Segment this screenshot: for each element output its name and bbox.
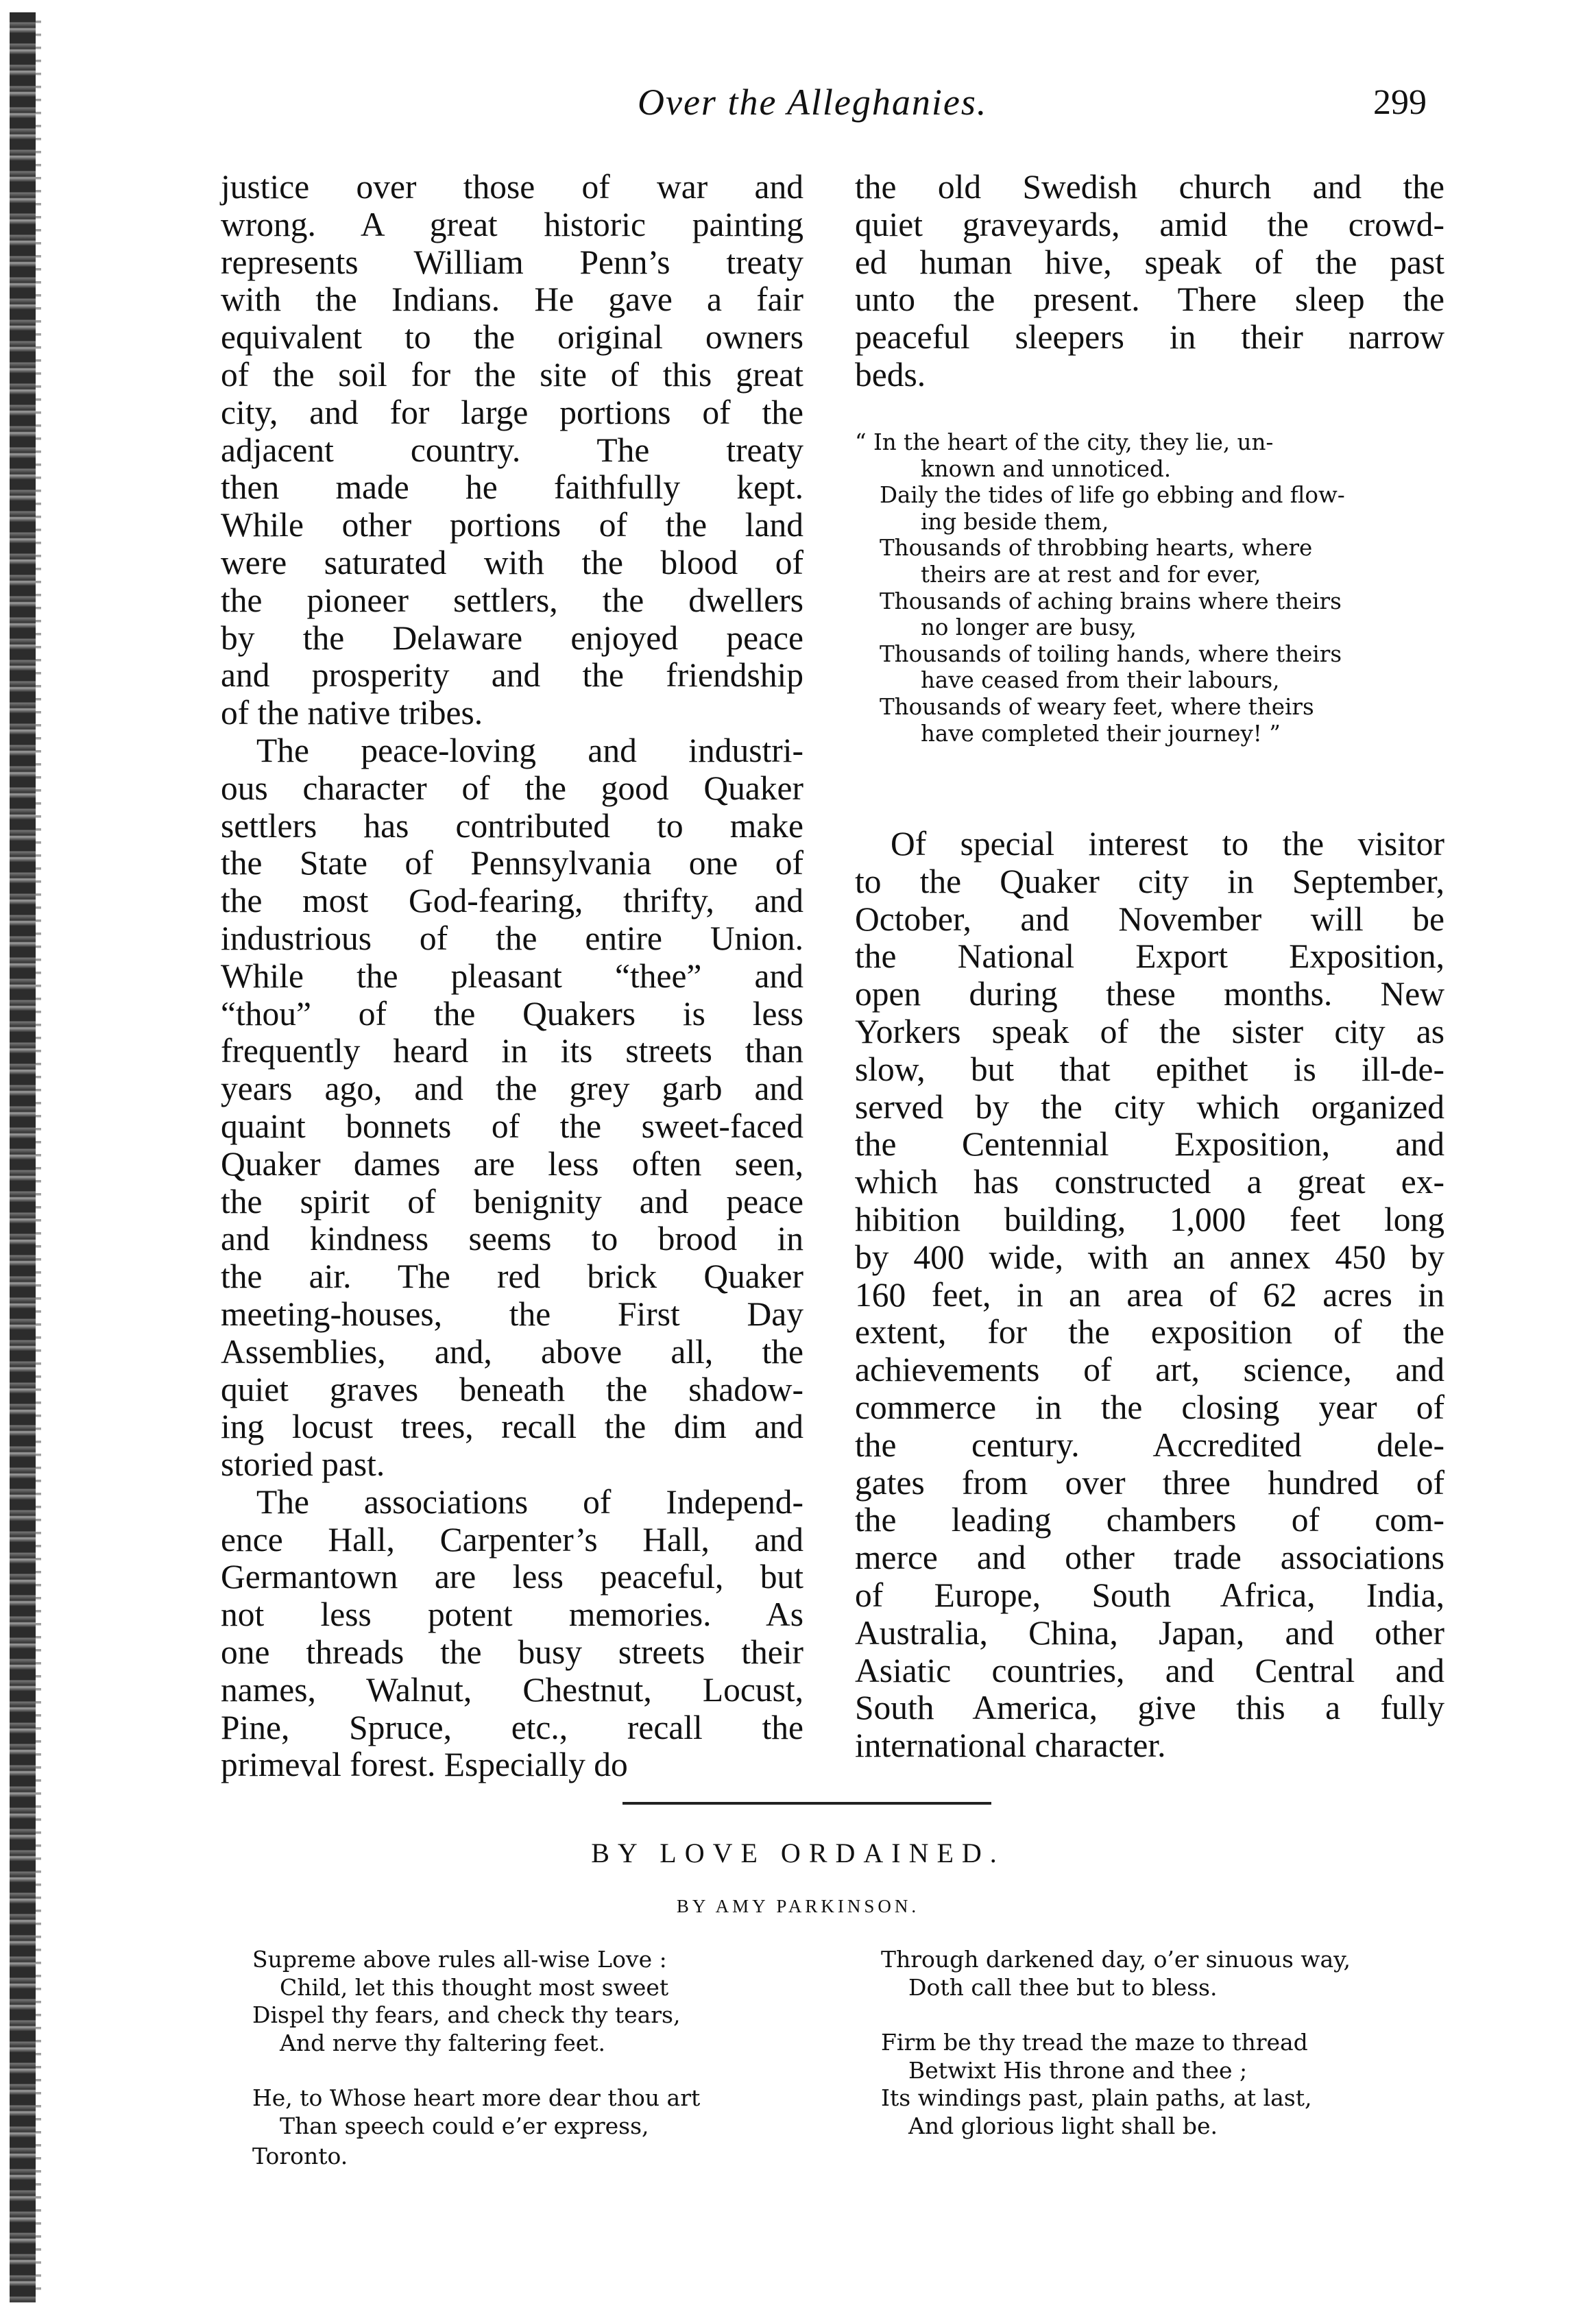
text-line: the State of Pennsylvania one of <box>221 844 803 882</box>
text-line: slow, but that epithet is ill-de- <box>855 1050 1444 1088</box>
text-line: which has constructed a great ex- <box>855 1163 1444 1201</box>
quoted-poem-line: “ In the heart of the city, they lie, un- <box>855 429 1274 455</box>
stanza-line: And nerve thy faltering feet. <box>280 2029 606 2056</box>
text-line: by the Delaware enjoyed peace <box>221 618 803 657</box>
stanza-line: Supreme above rules all-wise Love : <box>252 1946 667 1973</box>
text-line: 160 feet, in an area of 62 acres in <box>855 1275 1444 1314</box>
text-line: years ago, and the grey garb and <box>221 1070 803 1108</box>
text-line: of the native tribes. <box>221 694 483 732</box>
text-line: South America, give this a fully <box>855 1689 1444 1727</box>
text-line: to the Quaker city in September, <box>855 862 1444 900</box>
quoted-poem-line: no longer are busy, <box>921 614 1137 641</box>
text-line: the century. Accredited dele- <box>855 1425 1444 1464</box>
quoted-poem-line: Thousands of aching brains where theirs <box>880 588 1342 614</box>
text-line: gates from over three hundred of <box>855 1463 1444 1502</box>
text-line: While the pleasant “thee” and <box>221 957 803 995</box>
text-line: Of special interest to the visitor <box>891 825 1444 863</box>
quoted-poem-line: Thousands of throbbing hearts, where <box>880 535 1313 562</box>
quoted-poem-line: ing beside them, <box>921 508 1109 535</box>
text-line: ed human hive, speak of the past <box>855 243 1444 281</box>
text-line: frequently heard in its streets than <box>221 1032 803 1070</box>
text-line: wrong. A great historic painting <box>221 205 803 243</box>
quoted-poem-line: theirs are at rest and for ever, <box>921 561 1261 588</box>
quoted-poem-line: have ceased from their labours, <box>921 667 1280 694</box>
text-line: then made he faithfully kept. <box>221 468 803 507</box>
binding-shadow <box>10 12 36 2302</box>
stanza-line: Than speech could e’er express, <box>280 2112 649 2139</box>
stanza <box>252 2084 801 2140</box>
running-title: Over the Alleghanies. <box>638 82 988 123</box>
text-line: the old Swedish church and the <box>855 168 1444 206</box>
quoted-poem-line: Thousands of weary feet, where theirs <box>880 693 1314 720</box>
text-line: Assemblies, and, above all, the <box>221 1332 803 1371</box>
stanza <box>252 1946 801 2057</box>
text-line: open during these months. New <box>855 975 1444 1013</box>
text-line: by 400 wide, with an annex 450 by <box>855 1238 1444 1276</box>
stanza-line: Dispel thy fears, and check thy tears, <box>252 2001 681 2028</box>
stanza-line: Through darkened day, o’er sinuous way, <box>881 1946 1351 1973</box>
text-line: beds. <box>855 355 926 394</box>
stanza-line: He, to Whose heart more dear thou art <box>252 2084 701 2111</box>
text-line: ing locust trees, recall the dim and <box>221 1408 803 1446</box>
text-line: quaint bonnets of the sweet-faced <box>221 1107 803 1145</box>
poem-place: Toronto. <box>252 2143 348 2169</box>
text-line: Asiatic countries, and Central and <box>855 1651 1444 1689</box>
page-header <box>0 81 1596 143</box>
text-line: Quaker dames are less often seen, <box>221 1144 803 1183</box>
text-line: October, and November will be <box>855 900 1444 938</box>
text-line: meeting-houses, the First Day <box>221 1295 803 1333</box>
text-line: one threads the busy streets their <box>221 1633 803 1672</box>
text-line: names, Walnut, Chestnut, Locust, <box>221 1670 803 1709</box>
text-line: quiet graves beneath the shadow- <box>221 1370 803 1408</box>
stanza-line: Child, let this thought most sweet <box>280 1973 669 2001</box>
text-line: storied past. <box>221 1445 385 1484</box>
text-line: The peace-loving and industri- <box>256 731 803 769</box>
text-line: merce and other trade associations <box>855 1539 1444 1577</box>
text-line: the most God-fearing, thrifty, and <box>221 882 803 920</box>
text-line: were saturated with the blood of <box>221 543 803 581</box>
text-line: the spirit of benignity and peace <box>221 1182 803 1220</box>
text-line: city, and for large portions of the <box>221 393 803 431</box>
quoted-poem-line: have completed their journey! ” <box>921 720 1281 747</box>
page-binding-edge <box>0 0 53 2310</box>
stanza-line: Firm be thy tread the maze to thread <box>881 2029 1308 2056</box>
text-line: extent, for the exposition of the <box>855 1313 1444 1351</box>
stanza <box>881 1946 1457 2001</box>
stanza-line: Doth call thee but to bless. <box>908 1973 1218 2001</box>
quoted-poem-line: Daily the tides of life go ebbing and flow- <box>880 482 1345 509</box>
text-line: the National Export Exposition, <box>855 937 1444 976</box>
poem-stanzas-right <box>881 1946 1457 2167</box>
text-line: not less potent memories. As <box>221 1596 803 1634</box>
text-line: achievements of art, science, and <box>855 1351 1444 1389</box>
text-line: hibition building, 1,000 feet long <box>855 1200 1444 1238</box>
text-line: While other portions of the land <box>221 506 803 544</box>
text-line: international character. <box>855 1727 1166 1765</box>
text-line: The associations of Independ- <box>256 1482 803 1521</box>
text-line: of Europe, South Africa, India, <box>855 1576 1444 1614</box>
quoted-poem-line: Thousands of toiling hands, where theirs <box>880 640 1342 667</box>
poem-title: BY LOVE ORDAINED. <box>591 1838 1005 1868</box>
text-line: represents William Penn’s treaty <box>221 243 803 281</box>
text-line: the air. The red brick Quaker <box>221 1258 803 1296</box>
text-line: the Centennial Exposition, and <box>855 1125 1444 1164</box>
poem-stanzas-left <box>252 1946 801 2171</box>
text-line: ence Hall, Carpenter’s Hall, and <box>221 1520 803 1559</box>
text-line: Australia, China, Japan, and other <box>855 1613 1444 1652</box>
text-line: equivalent to the original owners <box>221 318 803 357</box>
text-line: peaceful sleepers in their narrow <box>855 318 1444 357</box>
text-line: quiet graveyards, amid the crowd- <box>855 205 1444 243</box>
text-line: and prosperity and the friendship <box>221 656 803 695</box>
text-line: adjacent country. The treaty <box>221 431 803 469</box>
text-line: justice over those of war and <box>221 168 803 206</box>
binding-texture <box>36 21 41 2297</box>
text-line: “thou” of the Quakers is less <box>221 994 803 1033</box>
stanza-line: Betwixt His throne and thee ; <box>908 2056 1248 2084</box>
quoted-poem <box>855 429 1444 747</box>
text-line: of the soil for the site of this great <box>221 355 803 394</box>
text-line: primeval forest. Especially do <box>221 1746 628 1784</box>
text-line: ous character of the good Quaker <box>221 769 803 807</box>
text-line: served by the city which organized <box>855 1087 1444 1126</box>
text-line: unto the present. There sleep the <box>855 280 1444 319</box>
stanza-line: And glorious light shall be. <box>908 2112 1218 2139</box>
text-line: Yorkers speak of the sister city as <box>855 1012 1444 1050</box>
text-line: Pine, Spruce, etc., recall the <box>221 1708 803 1746</box>
text-line: industrious of the entire Union. <box>221 919 803 957</box>
text-line: settlers has contributed to make <box>221 806 803 845</box>
section-divider <box>622 1802 991 1805</box>
text-line: the pioneer settlers, the dwellers <box>221 581 803 619</box>
right-column-top <box>855 169 1444 394</box>
poem-author: BY AMY PARKINSON. <box>676 1896 920 1916</box>
text-line: the leading chambers of com- <box>855 1501 1444 1539</box>
right-column-bottom <box>855 826 1444 1765</box>
text-line: with the Indians. He gave a fair <box>221 280 803 319</box>
stanza-line: Its windings past, plain paths, at last, <box>881 2084 1312 2111</box>
stanza <box>881 2029 1457 2140</box>
text-line: Germantown are less peaceful, but <box>221 1558 803 1596</box>
text-line: commerce in the closing year of <box>855 1388 1444 1426</box>
left-column <box>221 169 803 1784</box>
page-number: 299 <box>1373 83 1427 122</box>
text-line: and kindness seems to brood in <box>221 1220 803 1258</box>
quoted-poem-line: known and unnoticed. <box>921 455 1172 482</box>
